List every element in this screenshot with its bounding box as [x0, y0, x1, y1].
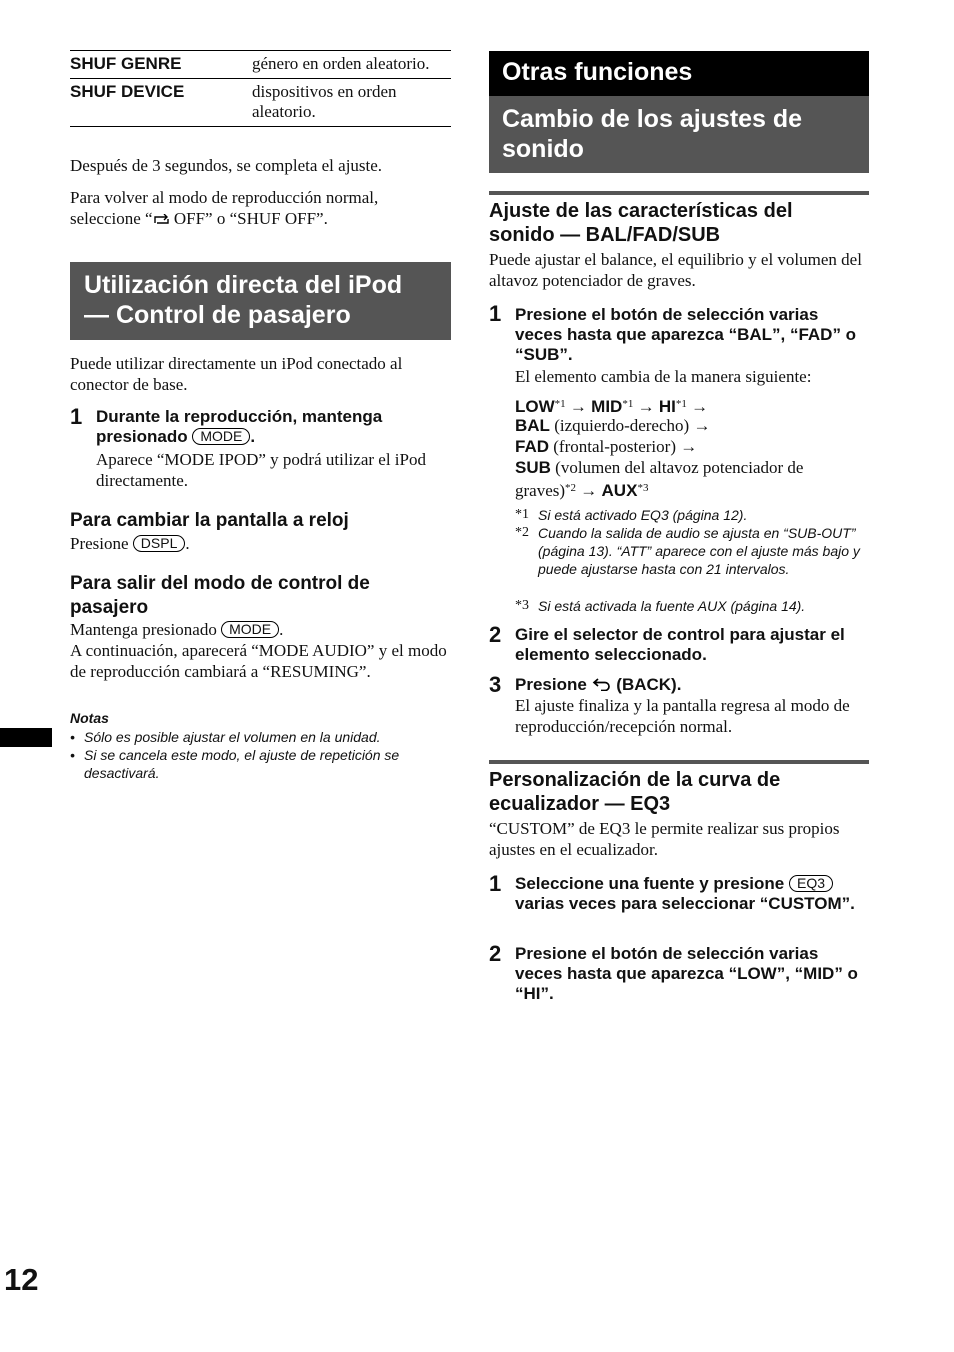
- bal-heading: Ajuste de las características del sonido — BAL/FAD/SUB: [489, 200, 793, 246]
- section-side-tab: [0, 728, 52, 747]
- eq-step-1: [489, 871, 869, 938]
- clock-heading: Para cambiar la pantalla a reloj: [70, 510, 349, 531]
- exit-heading: Para salir del modo de control de pasajero: [70, 573, 370, 618]
- step-instruction: Gire el selector de control para ajustar el elemento seleccionado.: [515, 625, 845, 664]
- clock-text: Presione DSPL .: [70, 534, 190, 553]
- section-title: Cambio de los ajustes de: [502, 105, 803, 133]
- step-number: 1: [489, 301, 502, 326]
- eq3-button-key: EQ3: [789, 875, 833, 892]
- arrow-right-icon: →: [693, 416, 711, 435]
- footnote: *1 Si está activado EQ3 (página 12).: [515, 507, 748, 523]
- step-result: El ajuste finaliza y la pantalla regresa al modo de reproducción/recepción normal.: [515, 696, 850, 736]
- chapter-title: Otras funciones: [502, 58, 693, 86]
- eq-step-2: [489, 941, 869, 1008]
- repeat-icon: [153, 214, 170, 225]
- arrow-right-icon: →: [637, 397, 655, 416]
- step-result: Aparece “MODE IPOD” y podrá utilizar el iPod directamente.: [96, 450, 426, 490]
- footnote: *3 Si está activada la fuente AUX (página 14).: [515, 598, 806, 614]
- step-number: 1: [489, 871, 502, 896]
- sound-settings-banner: [489, 96, 869, 173]
- arrow-right-icon: →: [691, 397, 709, 416]
- section-rule: [489, 760, 869, 764]
- step-number: 1: [70, 404, 83, 429]
- option-key: SHUF DEVICE: [70, 79, 252, 127]
- step-result: El elemento cambia de la manera siguiente:: [515, 367, 812, 386]
- passenger-intro: Puede utilizar directamente un iPod conectado al conector de base.: [70, 354, 403, 394]
- step-instruction: Presione (BACK).: [515, 675, 682, 694]
- option-key: SHUF GENRE: [70, 51, 252, 79]
- step-instruction: Presione el botón de selección varias veces hasta que aparezca “BAL”, “FAD” o “SUB”.: [515, 305, 857, 364]
- section-title: Utilización directa del iPod: [84, 271, 403, 299]
- step-instruction: Seleccione una fuente y presione EQ3 varias veces para seleccionar “CUSTOM”.: [515, 874, 855, 913]
- eq-heading: Personalización de la curva de ecualizador — EQ3: [489, 769, 781, 815]
- mode-button-key: MODE: [221, 621, 279, 638]
- exit-text-2: A continuación, aparecerá “MODE AUDIO” y el modo de reproducción cambiará a “RESUMING”.: [70, 641, 447, 681]
- bal-intro: Puede ajustar el balance, el equilibrio y el volumen del altavoz potenciador de graves.: [489, 250, 862, 290]
- section-title: sonido: [502, 135, 584, 163]
- notes-title: Notas: [70, 710, 109, 726]
- page-number: 12: [4, 1262, 39, 1297]
- arrow-right-icon: →: [580, 481, 598, 500]
- step-instruction: Presione el botón de selección varias veces hasta que aparezca “LOW”, “MID” o “HI”.: [515, 944, 858, 1003]
- option-value: género en orden aleatorio.: [252, 51, 451, 79]
- step-number: 2: [489, 622, 502, 647]
- step-1: [70, 404, 451, 497]
- step-number: 3: [489, 672, 502, 697]
- arrow-right-icon: →: [569, 397, 587, 416]
- passenger-control-banner: [70, 262, 451, 340]
- step-number: 2: [489, 941, 502, 966]
- footnote: *2 Cuando la salida de audio se ajusta en “SUB-OUT” (página 13). “ATT” aparece con el ajuste más bajo y puede ajustarse hasta con 21 intervalos.: [515, 525, 860, 577]
- shuffle-off-text: Para volver al modo de reproducción normal, seleccione “ OFF” o “SHUF OFF”.: [70, 188, 379, 228]
- shuffle-confirm-text: Después de 3 segundos, se completa el ajuste.: [70, 156, 383, 175]
- bal-step-1: [489, 301, 869, 388]
- exit-text-1: Mantenga presionado MODE .: [70, 620, 284, 639]
- arrow-right-icon: →: [680, 437, 698, 456]
- option-value: dispositivos en orden aleatorio.: [252, 79, 451, 127]
- section-rule: [489, 191, 869, 195]
- other-functions-banner: [489, 51, 869, 96]
- table-row: [70, 79, 451, 127]
- dspl-button-key: DSPL: [133, 535, 186, 552]
- eq-intro: “CUSTOM” de EQ3 le permite realizar sus propios ajustes en el ecualizador.: [489, 819, 840, 859]
- step-instruction: Durante la reproducción, mantenga presionado MODE .: [96, 407, 383, 446]
- table-row: [70, 51, 451, 79]
- section-title: — Control de pasajero: [84, 301, 351, 329]
- mode-button-key: MODE: [192, 428, 250, 445]
- bal-step-2: [489, 622, 869, 669]
- shuffle-options-table: [70, 50, 451, 127]
- back-arrow-icon: [592, 678, 612, 691]
- bal-step-3: [489, 672, 869, 739]
